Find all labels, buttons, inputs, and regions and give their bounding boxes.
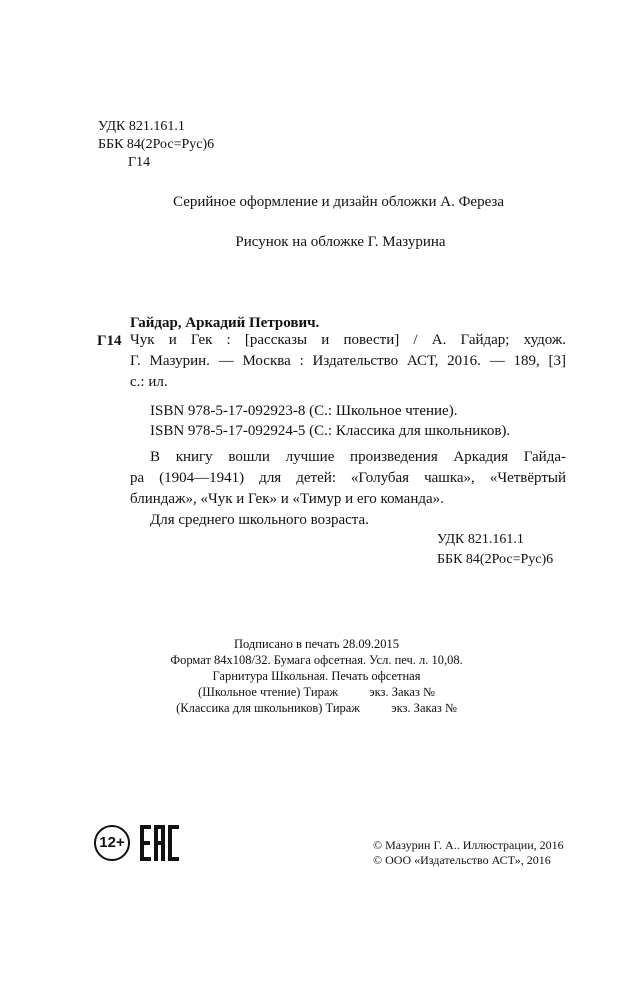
- description-line: Чук и Гек : [рассказы и повести] / А. Гайдар; худож.: [130, 332, 566, 348]
- udk-block-bottom: [437, 530, 553, 570]
- description-line: Г. Мазурин. — Москва : Издательство АСТ, 2016. — 189, [3]: [130, 353, 566, 369]
- description-line: с.: ил.: [130, 374, 168, 390]
- udk-block-top: [98, 118, 214, 172]
- author-heading: Гайдар, Аркадий Петрович.: [130, 315, 320, 331]
- copyright-line: © Мазурин Г. А.. Иллюстрации, 2016: [373, 838, 564, 852]
- annotation: [130, 447, 566, 531]
- isbn-line: ISBN 978-5-17-092923-8 (С.: Школьное чтение).: [150, 403, 458, 419]
- design-credit: Серийное оформление и дизайн обложки А. Фереза: [173, 194, 504, 210]
- imprint-line: (Школьное чтение) Тираж экз. Заказ №: [198, 685, 435, 699]
- eac-mark-icon: [138, 823, 182, 863]
- udk-code: УДК 821.161.1: [98, 119, 185, 134]
- bbk-code: ББК 84(2Рос=Рус)6: [437, 552, 554, 567]
- annotation-line: Для среднего школьного возраста.: [150, 512, 369, 528]
- annotation-line: блиндаж», «Чук и Гек» и «Тимур и его команда».: [130, 491, 444, 507]
- cover-art-credit: Рисунок на обложке Г. Мазурина: [235, 234, 446, 250]
- author-sign: Г14: [97, 333, 122, 349]
- isbn-block: [150, 401, 510, 441]
- imprint-line: (Классика для школьников) Тираж экз. Заказ №: [176, 701, 457, 715]
- imprint-line: Подписано в печать 28.09.2015: [234, 637, 399, 651]
- copyright-block: [373, 838, 564, 868]
- certification-badges: [94, 823, 182, 863]
- annotation-line: ра (1904—1941) для детей: «Голубая чашка», «Четвёртый: [130, 470, 566, 486]
- annotation-line: В книгу вошли лучшие произведения Аркадия Гайда-: [150, 449, 566, 465]
- bbk-code: ББК 84(2Рос=Рус)6: [98, 137, 215, 152]
- imprint-block: [0, 636, 633, 716]
- udk-code: УДК 821.161.1: [437, 532, 524, 547]
- copyright-line: © ООО «Издательство АСТ», 2016: [373, 853, 551, 867]
- imprint-line: Формат 84х108/32. Бумага офсетная. Усл. печ. л. 10,08.: [170, 653, 463, 667]
- isbn-line: ISBN 978-5-17-092924-5 (С.: Классика для школьников).: [150, 423, 511, 439]
- author-sign-code: Г14: [128, 155, 151, 170]
- imprint-line: Гарнитура Школьная. Печать офсетная: [212, 669, 421, 683]
- age-rating-badge: 12+: [94, 825, 130, 861]
- bibliographic-description: [130, 330, 566, 393]
